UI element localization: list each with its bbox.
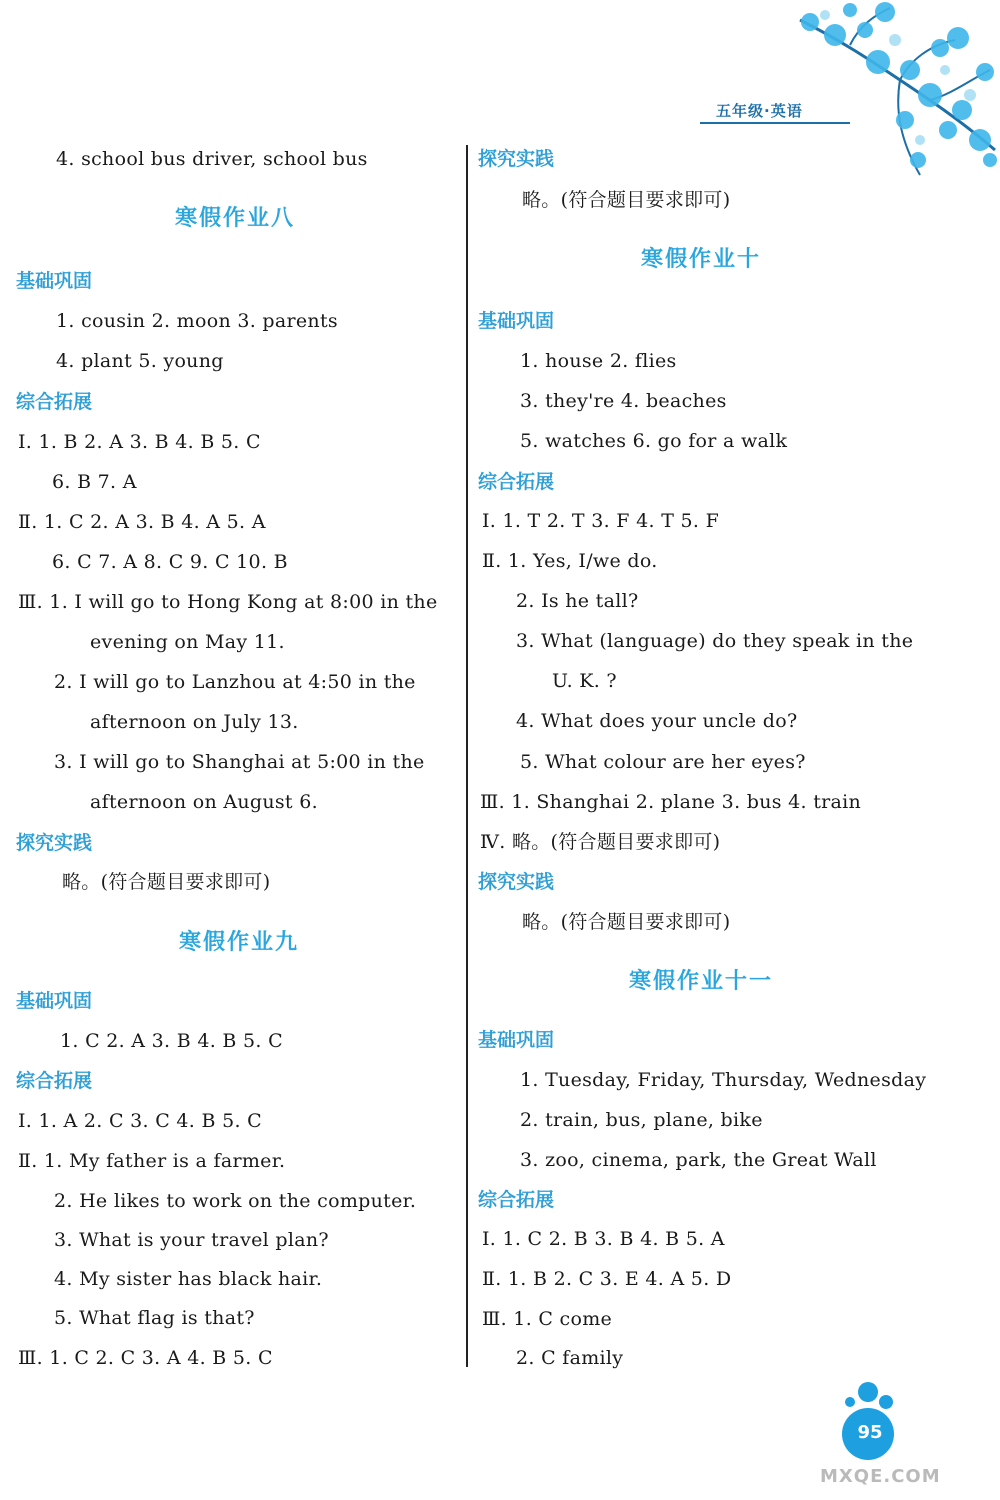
answer-line: 2. C family <box>516 1347 624 1369</box>
answer-line: 2. train, bus, plane, bike <box>520 1109 763 1131</box>
answer-line: Ⅰ. 1. B 2. A 3. B 4. B 5. C <box>18 431 261 453</box>
section-heading-practice: 探究实践 <box>16 832 93 854</box>
page-number: 95 <box>857 1422 883 1443</box>
answer-line: 3. they're 4. beaches <box>520 390 727 412</box>
homework-title-10: 寒假作业十 <box>640 247 761 272</box>
answer-line: 3. zoo, cinema, park, the Great Wall <box>520 1149 877 1171</box>
plum-blossom-branch-icon <box>780 0 1000 190</box>
section-heading-basic: 基础巩固 <box>16 990 93 1012</box>
answer-line: afternoon on July 13. <box>90 711 299 733</box>
answer-line: 5. What flag is that? <box>54 1307 255 1329</box>
section-heading-practice: 探究实践 <box>478 871 555 893</box>
section-heading-basic: 基础巩固 <box>478 310 555 332</box>
section-heading-basic: 基础巩固 <box>478 1029 555 1051</box>
section-heading-extension: 综合拓展 <box>16 391 93 413</box>
answer-line: Ⅰ. 1. C 2. B 3. B 4. B 5. A <box>482 1228 725 1250</box>
answer-line: 3. What is your travel plan? <box>54 1229 329 1251</box>
answer-line: 3. I will go to Shanghai at 5:00 in the <box>54 751 425 773</box>
answer-line: Ⅱ. 1. B 2. C 3. E 4. A 5. D <box>482 1268 732 1290</box>
answer-line: 4. plant 5. young <box>56 350 224 372</box>
answer-line: Ⅰ. 1. A 2. C 3. C 4. B 5. C <box>18 1110 262 1132</box>
answer-line: Ⅲ. 1. I will go to Hong Kong at 8:00 in the <box>18 591 438 613</box>
answer-line: 6. B 7. A <box>52 471 137 493</box>
section-heading-practice: 探究实践 <box>478 148 555 170</box>
answer-line: 5. watches 6. go for a walk <box>520 430 788 452</box>
section-heading-extension: 综合拓展 <box>16 1070 93 1092</box>
answer-line: 3. What (language) do they speak in the <box>516 630 914 652</box>
answer-line: Ⅲ. 1. C come <box>482 1308 613 1330</box>
answer-line: Ⅲ. 1. Shanghai 2. plane 3. bus 4. train <box>480 791 862 813</box>
answer-line: 1. house 2. flies <box>520 350 677 372</box>
homework-title-9: 寒假作业九 <box>178 930 299 955</box>
answer-line: Ⅲ. 1. C 2. C 3. A 4. B 5. C <box>18 1347 273 1369</box>
answer-line: 5. What colour are her eyes? <box>520 751 806 773</box>
header-rule <box>700 122 850 124</box>
header-label: 五年级·英语 <box>716 102 803 120</box>
answer-line: 4. school bus driver, school bus <box>56 148 368 170</box>
answer-line: 2. I will go to Lanzhou at 4:50 in the <box>54 671 416 693</box>
section-heading-extension: 综合拓展 <box>478 471 555 493</box>
homework-title-11: 寒假作业十一 <box>628 969 773 994</box>
answer-line: 4. My sister has black hair. <box>54 1268 323 1290</box>
answer-line: U. K. ? <box>552 670 617 692</box>
answer-line: 略。(符合题目要求即可) <box>62 871 271 893</box>
answer-line: 略。(符合题目要求即可) <box>522 911 731 933</box>
answer-line: 略。(符合题目要求即可) <box>522 189 731 211</box>
answer-line: 6. C 7. A 8. C 9. C 10. B <box>52 551 288 573</box>
answer-line: Ⅱ. 1. C 2. A 3. B 4. A 5. A <box>18 511 266 533</box>
answer-line: evening on May 11. <box>90 631 285 653</box>
answer-line: Ⅰ. 1. T 2. T 3. F 4. T 5. F <box>482 510 720 532</box>
homework-title-8: 寒假作业八 <box>174 206 295 231</box>
answer-line: 4. What does your uncle do? <box>516 710 798 732</box>
answer-line: 1. C 2. A 3. B 4. B 5. C <box>60 1030 283 1052</box>
answer-line: 1. Tuesday, Friday, Thursday, Wednesday <box>520 1069 927 1091</box>
answer-line: 2. He likes to work on the computer. <box>54 1190 417 1212</box>
answer-line: afternoon on August 6. <box>90 791 318 813</box>
column-divider <box>466 145 468 1367</box>
answer-line: Ⅱ. 1. My father is a farmer. <box>18 1150 286 1172</box>
watermark: MXQE.COM <box>820 1466 941 1487</box>
answer-line: Ⅱ. 1. Yes, I/we do. <box>482 550 658 572</box>
answer-line: 2. Is he tall? <box>516 590 639 612</box>
section-heading-basic: 基础巩固 <box>16 270 93 292</box>
section-heading-extension: 综合拓展 <box>478 1189 555 1211</box>
answer-line: Ⅳ. 略。(符合题目要求即可) <box>480 831 721 853</box>
answer-line: 1. cousin 2. moon 3. parents <box>56 310 338 332</box>
